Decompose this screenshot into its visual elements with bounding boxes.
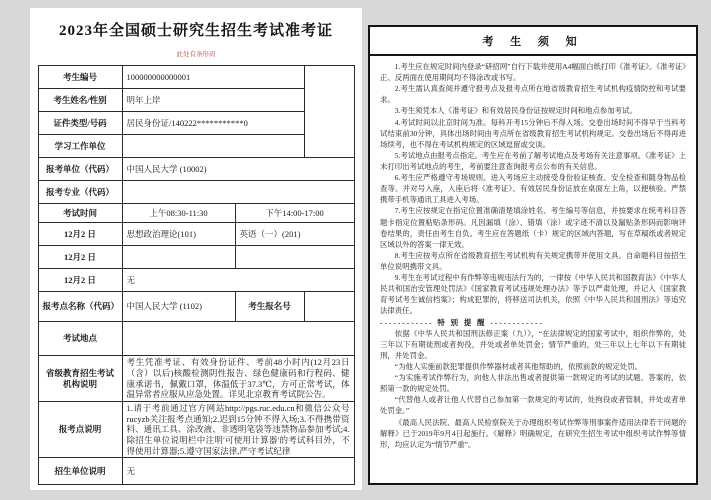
candidate-no-value: 100000000000001: [122, 66, 304, 89]
row-exam-time: [38, 204, 354, 223]
row-apply-major: [38, 181, 354, 204]
notice-item: 5.考试地点由报考点指定。考生应在考前了解考试地点及考场有关注意事项。《准考证》上未打印出考试地点的考生，考前要注意查询报考点公布的有关信息。: [380, 150, 686, 171]
special-paragraph: “为实施考试作弊行为，向他人非法出售或者提供第一款规定的考试的试题、答案的，依照第一款的规定处罚。: [380, 373, 686, 394]
day2-label: 12月2 日: [38, 246, 122, 269]
registration-no-value: [304, 292, 354, 322]
barcode-note: 此处有条形码: [176, 51, 216, 58]
row-exam-day1: [38, 223, 354, 246]
row-exam-site: [38, 292, 354, 322]
name-gender-value: 明年上岸: [122, 89, 304, 112]
id-number-label: 证件类型/号码: [38, 112, 122, 135]
photo-area: [304, 66, 354, 158]
exam-location-value: [122, 322, 354, 356]
row-site-note: [38, 402, 354, 458]
notice-item: 3.考生须凭本人《准考证》和有效居民身份证按规定时间和地点参加考试。: [394, 106, 637, 116]
work-unit-label: 学习工作单位: [38, 135, 122, 158]
row-exam-day3: [38, 269, 354, 292]
day1-am-subject: 思想政治理论(101): [122, 223, 235, 246]
row-exam-location: [38, 322, 354, 356]
row-provincial-note: [38, 356, 354, 402]
apply-major-value: [122, 181, 354, 204]
day1-label: 12月2 日: [38, 223, 122, 246]
notice-header: 考 生 须 知: [370, 27, 696, 56]
notice-item: 7.考生应按规定在指定位置准确清楚填涂姓名、考生编号等信息，并按要求在统考科目答题卡指定位置粘贴条形码。凡因漏填（涂）、错填（涂）或字迹不清以及漏贴条形码而影响评卷结果的，责任由考生自负。考生应在答题纸（卡）规定的区域内答题，写在草稿纸或者规定区域以外的答案一律无效。: [380, 206, 686, 249]
unit-note-value: 无: [122, 458, 354, 485]
ticket-title: 2023年全国硕士研究生招生考试准考证: [58, 23, 333, 39]
id-number-value: 居民身份证/140222***********0: [122, 112, 304, 135]
exam-site-value: 中国人民大学 (1102): [122, 292, 235, 322]
exam-site-label: 报考点名称（代码）: [38, 292, 122, 322]
special-paragraph: “为他人实施前款犯罪提供作弊器材或者其他帮助的，依照前款的规定处罚。: [394, 361, 642, 371]
admission-ticket-panel: [30, 8, 362, 490]
apply-unit-label: 报考单位（代码）: [38, 158, 122, 181]
apply-major-label: 报考专业（代码）: [38, 181, 122, 204]
notice-item: 8.考生应按考点所在省级教育招生考试机构有关规定携带并使用文具。自命题科目按招生单位说明携带文具。: [380, 250, 686, 271]
notice-item: 4.考试时间以北京时间为准。每科开考15分钟后不得入场。交卷出场时间不得早于当科考试结束前30分钟，具体出场时间由考点所在省级教育招生考试机构规定。交卷出场后不得再进场续考，也不得在考试机构规定的区域逗留或交谈。: [380, 117, 686, 149]
provincial-note-value: 考生凭准考证、有效身份证件、考前48小时内(12月23日（含）以后)核酸检测阴性报告、绿色健康码和行程码、健康承诺书，佩戴口罩，体温低于37.3℃，方可正常考试，体温异常者应服从应急处置。详见北京教育考试院公告。: [122, 356, 354, 402]
day3-label: 12月2 日: [38, 269, 122, 292]
special-reminder-title: ------------ 特 别 提 醒 ------------: [380, 317, 544, 327]
day2-am-subject: [122, 246, 235, 269]
exam-time-pm: 下午14:00-17:00: [235, 204, 354, 223]
candidate-notice-panel: [368, 25, 698, 485]
row-candidate-no: [38, 66, 354, 89]
notice-body: [380, 56, 686, 450]
name-gender-label: 考生姓名/性别: [38, 89, 122, 112]
day1-pm-subject: 英语（一）(201): [235, 223, 354, 246]
day2-pm-subject: [235, 246, 354, 269]
notice-item: 1.考生应在规定时间内登录“研招网”自行下载并使用A4幅面白纸打印《准考证》。《准考证》正、反两面在使用期间均不得涂改或书写。: [380, 62, 686, 83]
work-unit-value: [122, 135, 304, 158]
unit-note-label: 招生单位说明: [38, 458, 122, 485]
row-apply-unit: [38, 158, 354, 181]
site-note-value: 1.请于考前通过官方网站http://pgs.ruc.edu.cn和微信公众号rucyzb关注报考点通知;2.迟到15分钟不得入场;3.不得携带资料、通讯工具、涂改液、非透明笔袋等违禁物品参加考试;4.除招生单位说明栏中注明'可使用计算器'的考试科目外，不得使用计算器;5.遵守国家法律,严守考试纪律: [122, 402, 354, 458]
day3-subject: 无: [122, 269, 354, 292]
site-note-label: 报考点说明: [38, 402, 122, 458]
notice-item: 6.考生应严格遵守考场规则。进入考场应主动接受身份验证核查、安全检查和随身物品检查等。并对号入座，入座后将《准考证》、有效居民身份证放在桌面左上角，以便核验。严禁携带手机等通讯工具进入考场。: [380, 173, 686, 205]
row-exam-day2: [38, 246, 354, 269]
registration-no-label: 考生报名号: [235, 292, 304, 322]
exam-time-am: 上午08:30-11:30: [122, 204, 235, 223]
notice-item: 2.考生需认真查阅并遵守报考点及报考点所在地省级教育招生考试机构疫情防控和考试要求。: [380, 84, 686, 105]
special-paragraph: “代替他人或者让他人代替自己参加第一款规定的考试的，处拘役或者管制，并处或者单处罚金。”: [380, 395, 686, 416]
row-unit-note: [38, 458, 354, 485]
notice-item: 9.考生在考试过程中有作弊等违规违法行为的，一律按《中华人民共和国教育法》《中华人民共和国治安管理处罚法》《国家教育考试违规处理办法》等予以严肃处理，并记入《国家教育考试考生诚信档案》；构成犯罪的，将移送司法机关，依照《中华人民共和国刑法》等追究法律责任。: [380, 273, 686, 316]
exam-location-label: 考试地点: [38, 322, 122, 356]
ticket-table: [38, 65, 355, 485]
apply-unit-value: 中国人民大学 (10002): [122, 158, 354, 181]
special-paragraph: 《最高人民法院、最高人民检察院关于办理组织考试作弊等刑事案件适用法律若干问题的解释》已于2019年9月4日起施行。《解释》明确规定，在研究生招生考试中组织考试作弊等情形，均应认定为“情节严重”。: [380, 417, 686, 449]
special-paragraph: 依据《中华人民共和国刑法修正案（九）》，“在法律规定的国家考试中，组织作弊的，处三年以下有期徒刑或者拘役，并处或者单处罚金；情节严重的，处三年以上七年以下有期徒刑，并处罚金。: [380, 328, 686, 360]
exam-time-label: 考试时间: [38, 204, 122, 223]
candidate-no-label: 考生编号: [38, 66, 122, 89]
provincial-note-label: 省级教育招生考试机构说明: [38, 356, 122, 402]
